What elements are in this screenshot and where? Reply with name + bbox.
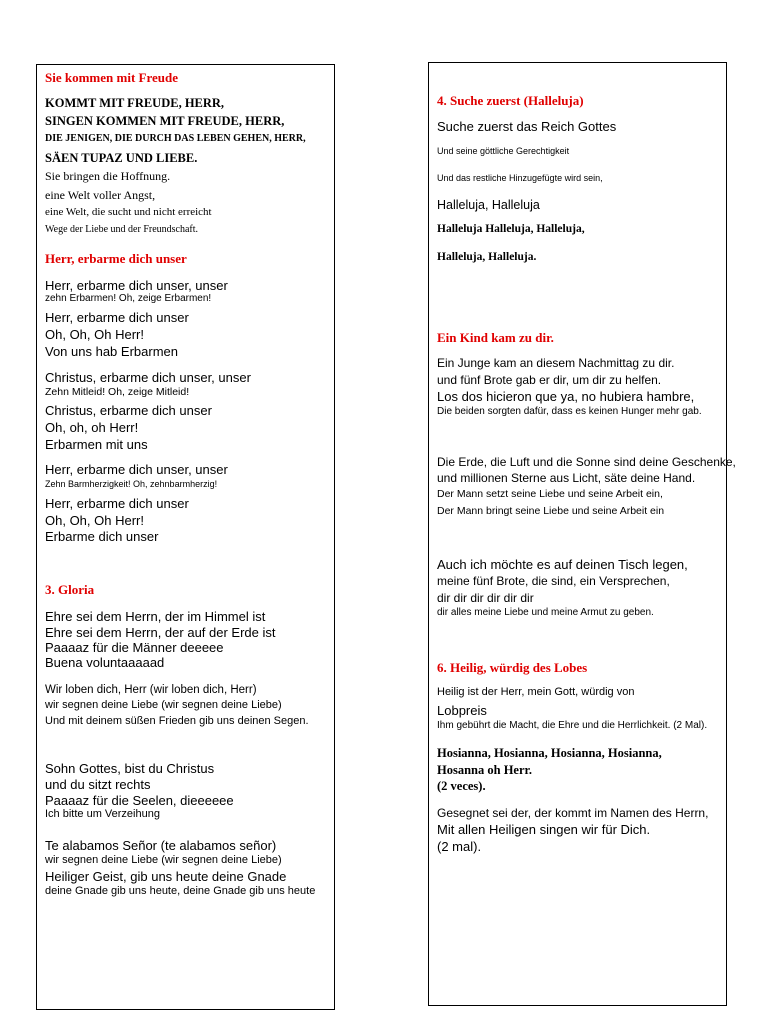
lyric-line: Auch ich möchte es auf deinen Tisch legen,: [437, 557, 688, 572]
lyric-line: Zehn Barmherzigkeit! Oh, zehnbarmherzig!: [45, 479, 218, 489]
lyric-line: Paaaaz für die Männer deeeee: [45, 640, 224, 655]
lyric-line: SÄEN TUPAZ UND LIEBE.: [45, 151, 198, 165]
section-title-herr-erbarme: Herr, erbarme dich unser: [45, 251, 187, 266]
lyric-line: Herr, erbarme dich unser: [45, 310, 189, 325]
lyric-line: Ich bitte um Verzeihung: [45, 808, 160, 820]
lyric-line: Christus, erbarme dich unser, unser: [45, 370, 251, 385]
lyric-line: Ihm gebührt die Macht, die Ehre und die Herrlichkeit. (2 Mal).: [437, 720, 708, 731]
lyric-line: Wege der Liebe und der Freundschaft.: [45, 224, 199, 235]
section-title-suche-zuerst: 4. Suche zuerst (Halleluja): [437, 93, 584, 108]
lyric-line: Der Mann setzt seine Liebe und seine Arbeit ein,: [437, 488, 663, 500]
lyric-line: Herr, erbarme dich unser: [45, 496, 189, 511]
lyric-line: Ehre sei dem Herrn, der auf der Erde ist: [45, 625, 276, 640]
lyric-line: Die Erde, die Luft und die Sonne sind deine Geschenke,: [437, 455, 736, 469]
lyric-line: Wir loben dich, Herr (wir loben dich, Herr): [45, 684, 257, 696]
lyric-line: Heiliger Geist, gib uns heute deine Gnade: [45, 869, 287, 884]
lyric-line: Ehre sei dem Herrn, der im Himmel ist: [45, 609, 266, 624]
lyric-line: KOMMT MIT FREUDE, HERR,: [45, 96, 225, 110]
lyric-line: Der Mann bringt seine Liebe und seine Arbeit ein: [437, 505, 665, 517]
lyric-line: SINGEN KOMMEN MIT FREUDE, HERR,: [45, 114, 285, 128]
lyric-line: Herr, erbarme dich unser, unser: [45, 278, 228, 293]
lyric-line: dir alles meine Liebe und meine Armut zu geben.: [437, 607, 654, 618]
lyric-line: und du sitzt rechts: [45, 777, 151, 792]
lyric-line: Ein Junge kam an diesem Nachmittag zu dir.: [437, 356, 675, 370]
right-column: [428, 62, 736, 1006]
lyric-line: Herr, erbarme dich unser, unser: [45, 462, 228, 477]
lyric-line: Erbarme dich unser: [45, 529, 159, 544]
section-title-gloria: 3. Gloria: [45, 582, 95, 597]
lyric-line: DIE JENIGEN, DIE DURCH DAS LEBEN GEHEN, HERR,: [45, 133, 306, 144]
lyric-line: Sie bringen die Hoffnung.: [45, 169, 171, 183]
lyric-line: (2 mal).: [437, 839, 482, 854]
lyric-line: Erbarmen mit uns: [45, 437, 148, 452]
lyric-line: eine Welt voller Angst,: [45, 188, 156, 202]
lyric-line: wir segnen deine Liebe (wir segnen deine Liebe): [45, 854, 282, 866]
lyric-line: Und mit deinem süßen Frieden gib uns deinen Segen.: [45, 715, 309, 727]
lyric-line: Mit allen Heiligen singen wir für Dich.: [437, 822, 651, 837]
lyric-line: Hosianna, Hosianna, Hosianna, Hosianna,: [437, 746, 662, 760]
lyric-line: Los dos hicieron que ya, no hubiera hambre,: [437, 389, 695, 404]
lyric-line: wir segnen deine Liebe (wir segnen deine Liebe): [45, 699, 282, 711]
lyric-line: Halleluja, Halleluja: [437, 198, 540, 212]
lyric-line: Die beiden sorgten dafür, dass es keinen Hunger mehr gab.: [437, 406, 702, 417]
lyric-line: Christus, erbarme dich unser: [45, 403, 212, 418]
lyric-line: dir dir dir dir dir dir: [437, 591, 534, 605]
lyric-line: Suche zuerst das Reich Gottes: [437, 119, 617, 134]
lyric-line: und fünf Brote gab er dir, um dir zu helfen.: [437, 373, 662, 387]
section-title-ein-kind: Ein Kind kam zu dir.: [437, 330, 554, 345]
lyric-line: Buena voluntaaaaad: [45, 655, 165, 670]
lyric-line: Te alabamos Señor (te alabamos señor): [45, 838, 277, 853]
lyric-line: eine Welt, die sucht und nicht erreicht: [45, 206, 212, 218]
section-title-sie-kommen: Sie kommen mit Freude: [45, 70, 178, 85]
lyric-line: Lobpreis: [437, 703, 487, 718]
lyric-line: Hosanna oh Herr.: [437, 763, 533, 777]
lyric-line: Heilig ist der Herr, mein Gott, würdig von: [437, 686, 635, 698]
lyric-line: (2 veces).: [437, 779, 486, 793]
lyric-line: meine fünf Brote, die sind, ein Versprechen,: [437, 574, 670, 588]
lyric-line: und millionen Sterne aus Licht, säte deine Hand.: [437, 471, 696, 485]
lyric-line: Und seine göttliche Gerechtigkeit: [437, 146, 570, 156]
lyric-line: Paaaaz für die Seelen, dieeeeee: [45, 793, 234, 808]
section-title-heilig: 6. Heilig, würdig des Lobes: [437, 660, 588, 675]
lyric-line: Gesegnet sei der, der kommt im Namen des Herrn,: [437, 806, 709, 820]
lyric-line: Halleluja, Halleluja.: [437, 251, 537, 263]
lyric-line: Zehn Mitleid! Oh, zeige Mitleid!: [45, 386, 190, 398]
lyric-line: Oh, oh, oh Herr!: [45, 420, 139, 435]
left-column: [36, 64, 335, 1010]
lyric-line: Und das restliche Hinzugefügte wird sein,: [437, 173, 603, 183]
lyric-line: deine Gnade gib uns heute, deine Gnade gib uns heute: [45, 885, 316, 897]
lyric-line: Halleluja Halleluja, Halleluja,: [437, 223, 585, 235]
lyric-line: Von uns hab Erbarmen: [45, 344, 178, 359]
lyric-line: Sohn Gottes, bist du Christus: [45, 761, 215, 776]
lyric-line: Oh, Oh, Oh Herr!: [45, 513, 144, 528]
lyric-line: Oh, Oh, Oh Herr!: [45, 327, 144, 342]
lyric-line: zehn Erbarmen! Oh, zeige Erbarmen!: [45, 293, 212, 304]
